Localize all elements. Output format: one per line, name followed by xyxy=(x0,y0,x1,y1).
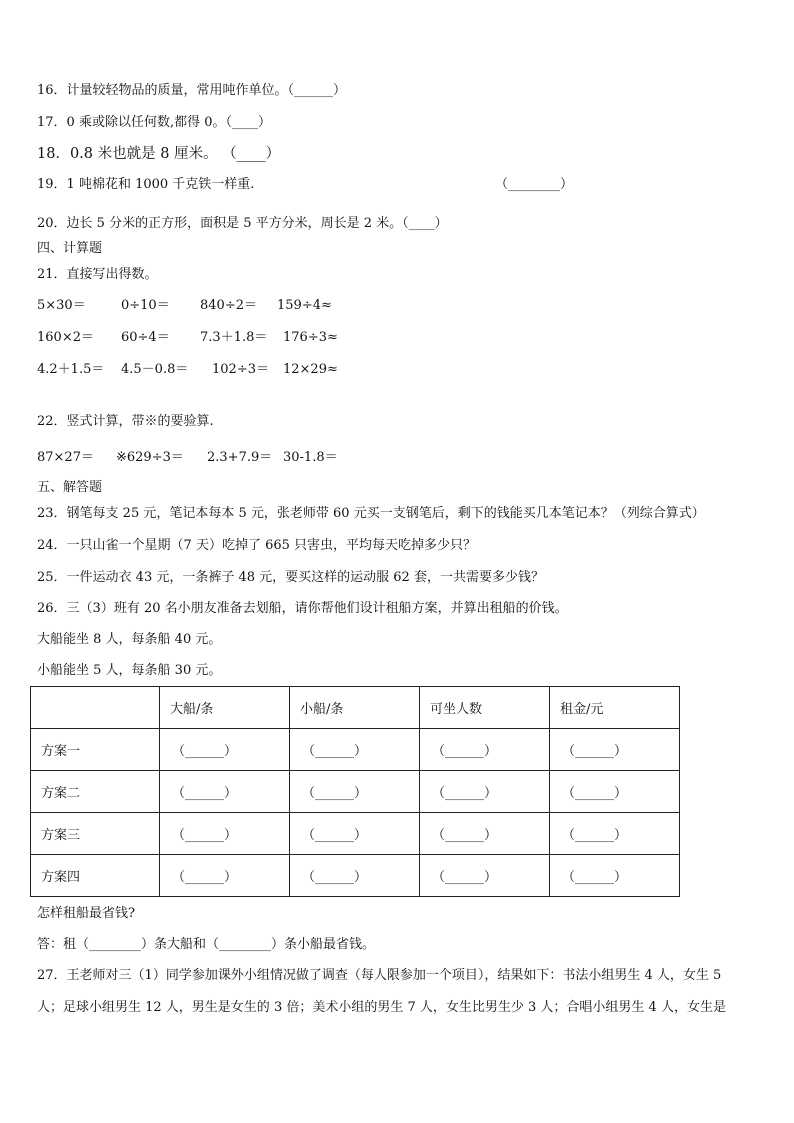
plan-label: 方案四 xyxy=(31,855,160,897)
question-19: 19．1 吨棉花和 1000 千克铁一样重. xyxy=(37,177,255,192)
cheapest-question: 怎样租船最省钱? xyxy=(37,906,135,921)
calc-item: 7.3＋1.8＝ xyxy=(200,330,268,345)
table-header-cell: 可坐人数 xyxy=(420,687,550,729)
vertical-calc-item: 30-1.8＝ xyxy=(283,450,338,465)
calc-item: 176÷3≈ xyxy=(283,330,338,345)
table-header-cell: 大船/条 xyxy=(160,687,290,729)
calc-item: 840÷2＝ xyxy=(200,298,257,313)
answer-blank: （______） xyxy=(290,729,420,771)
calc-item: 4.2＋1.5＝ xyxy=(37,362,105,377)
plan-label: 方案三 xyxy=(31,813,160,855)
question-17: 17．0 乘或除以任何数,都得 0。（____） xyxy=(37,115,271,130)
calc-item: 0÷10＝ xyxy=(121,298,170,313)
answer-blank: （______） xyxy=(160,813,290,855)
answer-blank: （______） xyxy=(420,771,550,813)
answer-blank: （______） xyxy=(550,855,680,897)
vertical-calc-item: 2.3+7.9＝ xyxy=(207,450,273,465)
calc-item: 160×2＝ xyxy=(37,330,94,345)
plan-label: 方案一 xyxy=(31,729,160,771)
vertical-calc-item: 87×27＝ xyxy=(37,450,94,465)
question-18: 18．0.8 米也就是 8 厘米。 （____） xyxy=(37,146,281,162)
answer-blank: （______） xyxy=(290,855,420,897)
calc-item: 4.5－0.8＝ xyxy=(121,362,189,377)
answer-line: 答：租（________）条大船和（________）条小船最省钱。 xyxy=(37,937,376,952)
plan-label: 方案二 xyxy=(31,771,160,813)
section-5-title: 五、解答题 xyxy=(37,480,103,495)
answer-blank: （______） xyxy=(160,729,290,771)
answer-blank: （______） xyxy=(290,771,420,813)
question-22: 22．竖式计算，带※的要验算. xyxy=(37,414,214,429)
question-16: 16．计量较轻物品的质量，常用吨作单位。（______） xyxy=(37,83,347,98)
table-header-row xyxy=(31,687,680,729)
question-24: 24．一只山雀一个星期（7 天）吃掉了 665 只害虫，平均每天吃掉多少只？ xyxy=(37,538,477,553)
answer-blank: （______） xyxy=(160,855,290,897)
question-25: 25．一件运动衣 43 元，一条裤子 48 元，要买这样的运动服 62 套，一共需要多少钱？ xyxy=(37,570,544,585)
question-27-line-2: 人；足球小组男生 12 人，男生是女生的 3 倍；美术小组的男生 7 人，女生比男生少 3 人；合唱小组男生 4 人，女生是 xyxy=(37,1000,726,1015)
calc-item: 12×29≈ xyxy=(283,362,338,377)
answer-blank: （______） xyxy=(550,771,680,813)
answer-blank: （______） xyxy=(290,813,420,855)
answer-blank: （______） xyxy=(420,813,550,855)
table-header-cell: 小船/条 xyxy=(290,687,420,729)
big-boat-info: 大船能坐 8 人，每条船 40 元。 xyxy=(37,632,222,647)
calc-item: 102÷3＝ xyxy=(212,362,269,377)
calc-item: 5×30＝ xyxy=(37,298,86,313)
answer-blank: （______） xyxy=(160,771,290,813)
answer-blank: （______） xyxy=(550,813,680,855)
table-header-cell: 租金/元 xyxy=(550,687,680,729)
question-27-line-1: 27．王老师对三（1）同学参加课外小组情况做了调查（每人限参加一个项目），结果如下：书法小组男生 4 人，女生 5 xyxy=(37,968,722,983)
question-23: 23．钢笔每支 25 元，笔记本每本 5 元，张老师带 60 元买一支钢笔后，剩下的钱能买几本笔记本？（列综合算式） xyxy=(37,506,705,521)
question-19-answer-blank: （________） xyxy=(495,177,574,192)
table-header-cell xyxy=(31,687,160,729)
calc-item: 60÷4＝ xyxy=(121,330,170,345)
question-20: 20．边长 5 分米的正方形，面积是 5 平方分米，周长是 2 米。（____） xyxy=(37,216,448,231)
boat-plan-table xyxy=(30,686,680,897)
question-26: 26．三（3）班有 20 名小朋友准备去划船，请你帮他们设计租船方案，并算出租船的价钱。 xyxy=(37,601,568,616)
small-boat-info: 小船能坐 5 人，每条船 30 元。 xyxy=(37,663,222,678)
question-21: 21．直接写出得数。 xyxy=(37,267,158,282)
section-4-title: 四、计算题 xyxy=(37,241,103,256)
answer-blank: （______） xyxy=(420,855,550,897)
vertical-calc-item: ※629÷3＝ xyxy=(116,450,184,465)
table-row xyxy=(31,729,680,771)
answer-blank: （______） xyxy=(550,729,680,771)
table-row xyxy=(31,813,680,855)
answer-blank: （______） xyxy=(420,729,550,771)
calc-item: 159÷4≈ xyxy=(277,298,332,313)
table-row xyxy=(31,855,680,897)
table-row xyxy=(31,771,680,813)
